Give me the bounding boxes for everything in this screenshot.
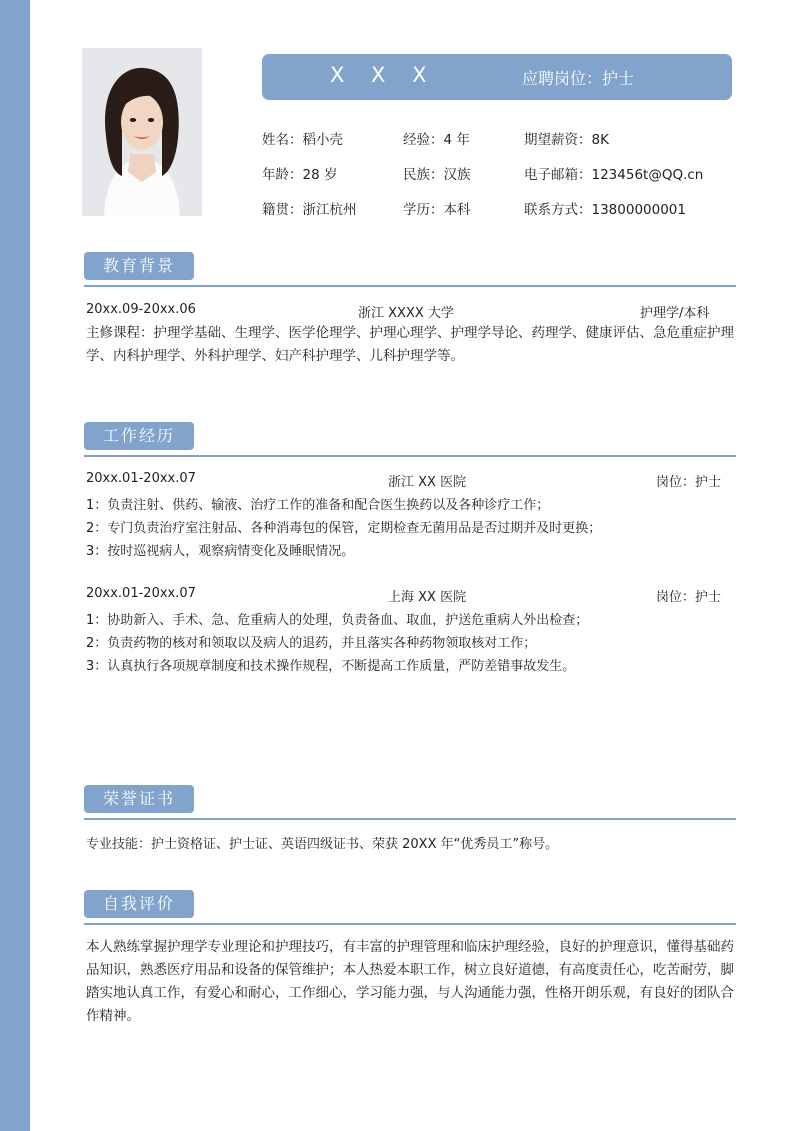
self-evaluation-text: 本人熟练掌握护理学专业理论和护理技巧，有丰富的护理管理和临床护理经验，良好的护理意识，懂得基础药品知识，熟悉医疗用品和设备的保管维护；本人热爱本职工作，树立良好道德，有高度责任心，吃苦耐劳，脚踏实地认真工作，有爱心和耐心，工作细心，学习能力强，与人沟通能力强，性格开朗乐观，有良好的团队合作精神。 (86, 939, 734, 1024)
section-title: 自我评价 (84, 890, 194, 918)
job-duty: 1：负责注射、供药、输液、治疗工作的准备和配合医生换药以及各种诊疗工作； (86, 498, 550, 513)
section-divider (84, 285, 736, 287)
edu-courses: 主修课程：护理学基础、生理学、医学伦理学、护理心理学、护理学导论、药理学、健康评估、急危重症护理学、内科护理学、外科护理学、妇产科护理学、儿科护理学等。 (86, 325, 734, 364)
info-salary: 期望薪资：8K (524, 132, 609, 148)
job-company: 上海 XX 医院 (388, 590, 467, 605)
applied-position: 应聘岗位：护士 (522, 69, 635, 88)
candidate-name: X X X (330, 63, 437, 87)
edu-period: 20xx.09-20xx.06 (86, 302, 196, 317)
job-role: 岗位：护士 (656, 475, 722, 490)
edu-major: 护理学/本科 (640, 306, 710, 321)
info-experience: 经验：4 年 (403, 132, 470, 148)
job-duty: 3：按时巡视病人，观察病情变化及睡眠情况。 (86, 544, 355, 559)
honors-text: 专业技能：护士资格证、护士证、英语四级证书、荣获 20XX 年“优秀员工”称号。 (86, 837, 559, 852)
section-title: 工作经历 (84, 422, 194, 450)
job-duty: 2：专门负责治疗室注射品、各种消毒包的保管，定期检查无菌用品是否过期并及时更换； (86, 521, 602, 536)
section-title: 教育背景 (84, 252, 194, 280)
info-education: 学历：本科 (403, 202, 471, 218)
section-work (84, 422, 736, 456)
info-email: 电子邮箱：123456t@QQ.cn (524, 167, 704, 183)
section-divider (84, 818, 736, 820)
section-self-evaluation (84, 890, 736, 924)
portrait-illustration (82, 48, 202, 216)
info-name: 姓名：稻小壳 (262, 132, 343, 148)
info-ethnicity: 民族：汉族 (403, 167, 471, 183)
portrait-photo (82, 48, 202, 216)
left-accent-bar (0, 0, 30, 1131)
job-role: 岗位：护士 (656, 590, 722, 605)
section-education (84, 252, 736, 286)
job-duty: 3：认真执行各项规章制度和技术操作规程，不断提高工作质量，严防差错事故发生。 (86, 659, 576, 674)
info-age: 年龄：28 岁 (262, 167, 338, 183)
job-duty: 2：负责药物的核对和领取以及病人的退药，并且落实各种药物领取核对工作； (86, 636, 537, 651)
job-period: 20xx.01-20xx.07 (86, 471, 196, 486)
section-honors (84, 785, 736, 819)
title-bar (262, 54, 732, 100)
info-hometown: 籍贯：浙江杭州 (262, 202, 357, 218)
section-divider (84, 455, 736, 457)
job-period: 20xx.01-20xx.07 (86, 586, 196, 601)
info-phone: 联系方式：13800000001 (524, 202, 686, 218)
section-title: 荣誉证书 (84, 785, 194, 813)
job-duty: 1：协助新入、手术、急、危重病人的处理，负责备血、取血，护送危重病人外出检查； (86, 613, 589, 628)
section-divider (84, 923, 736, 925)
edu-school: 浙江 XXXX 大学 (358, 306, 454, 321)
job-company: 浙江 XX 医院 (388, 475, 467, 490)
